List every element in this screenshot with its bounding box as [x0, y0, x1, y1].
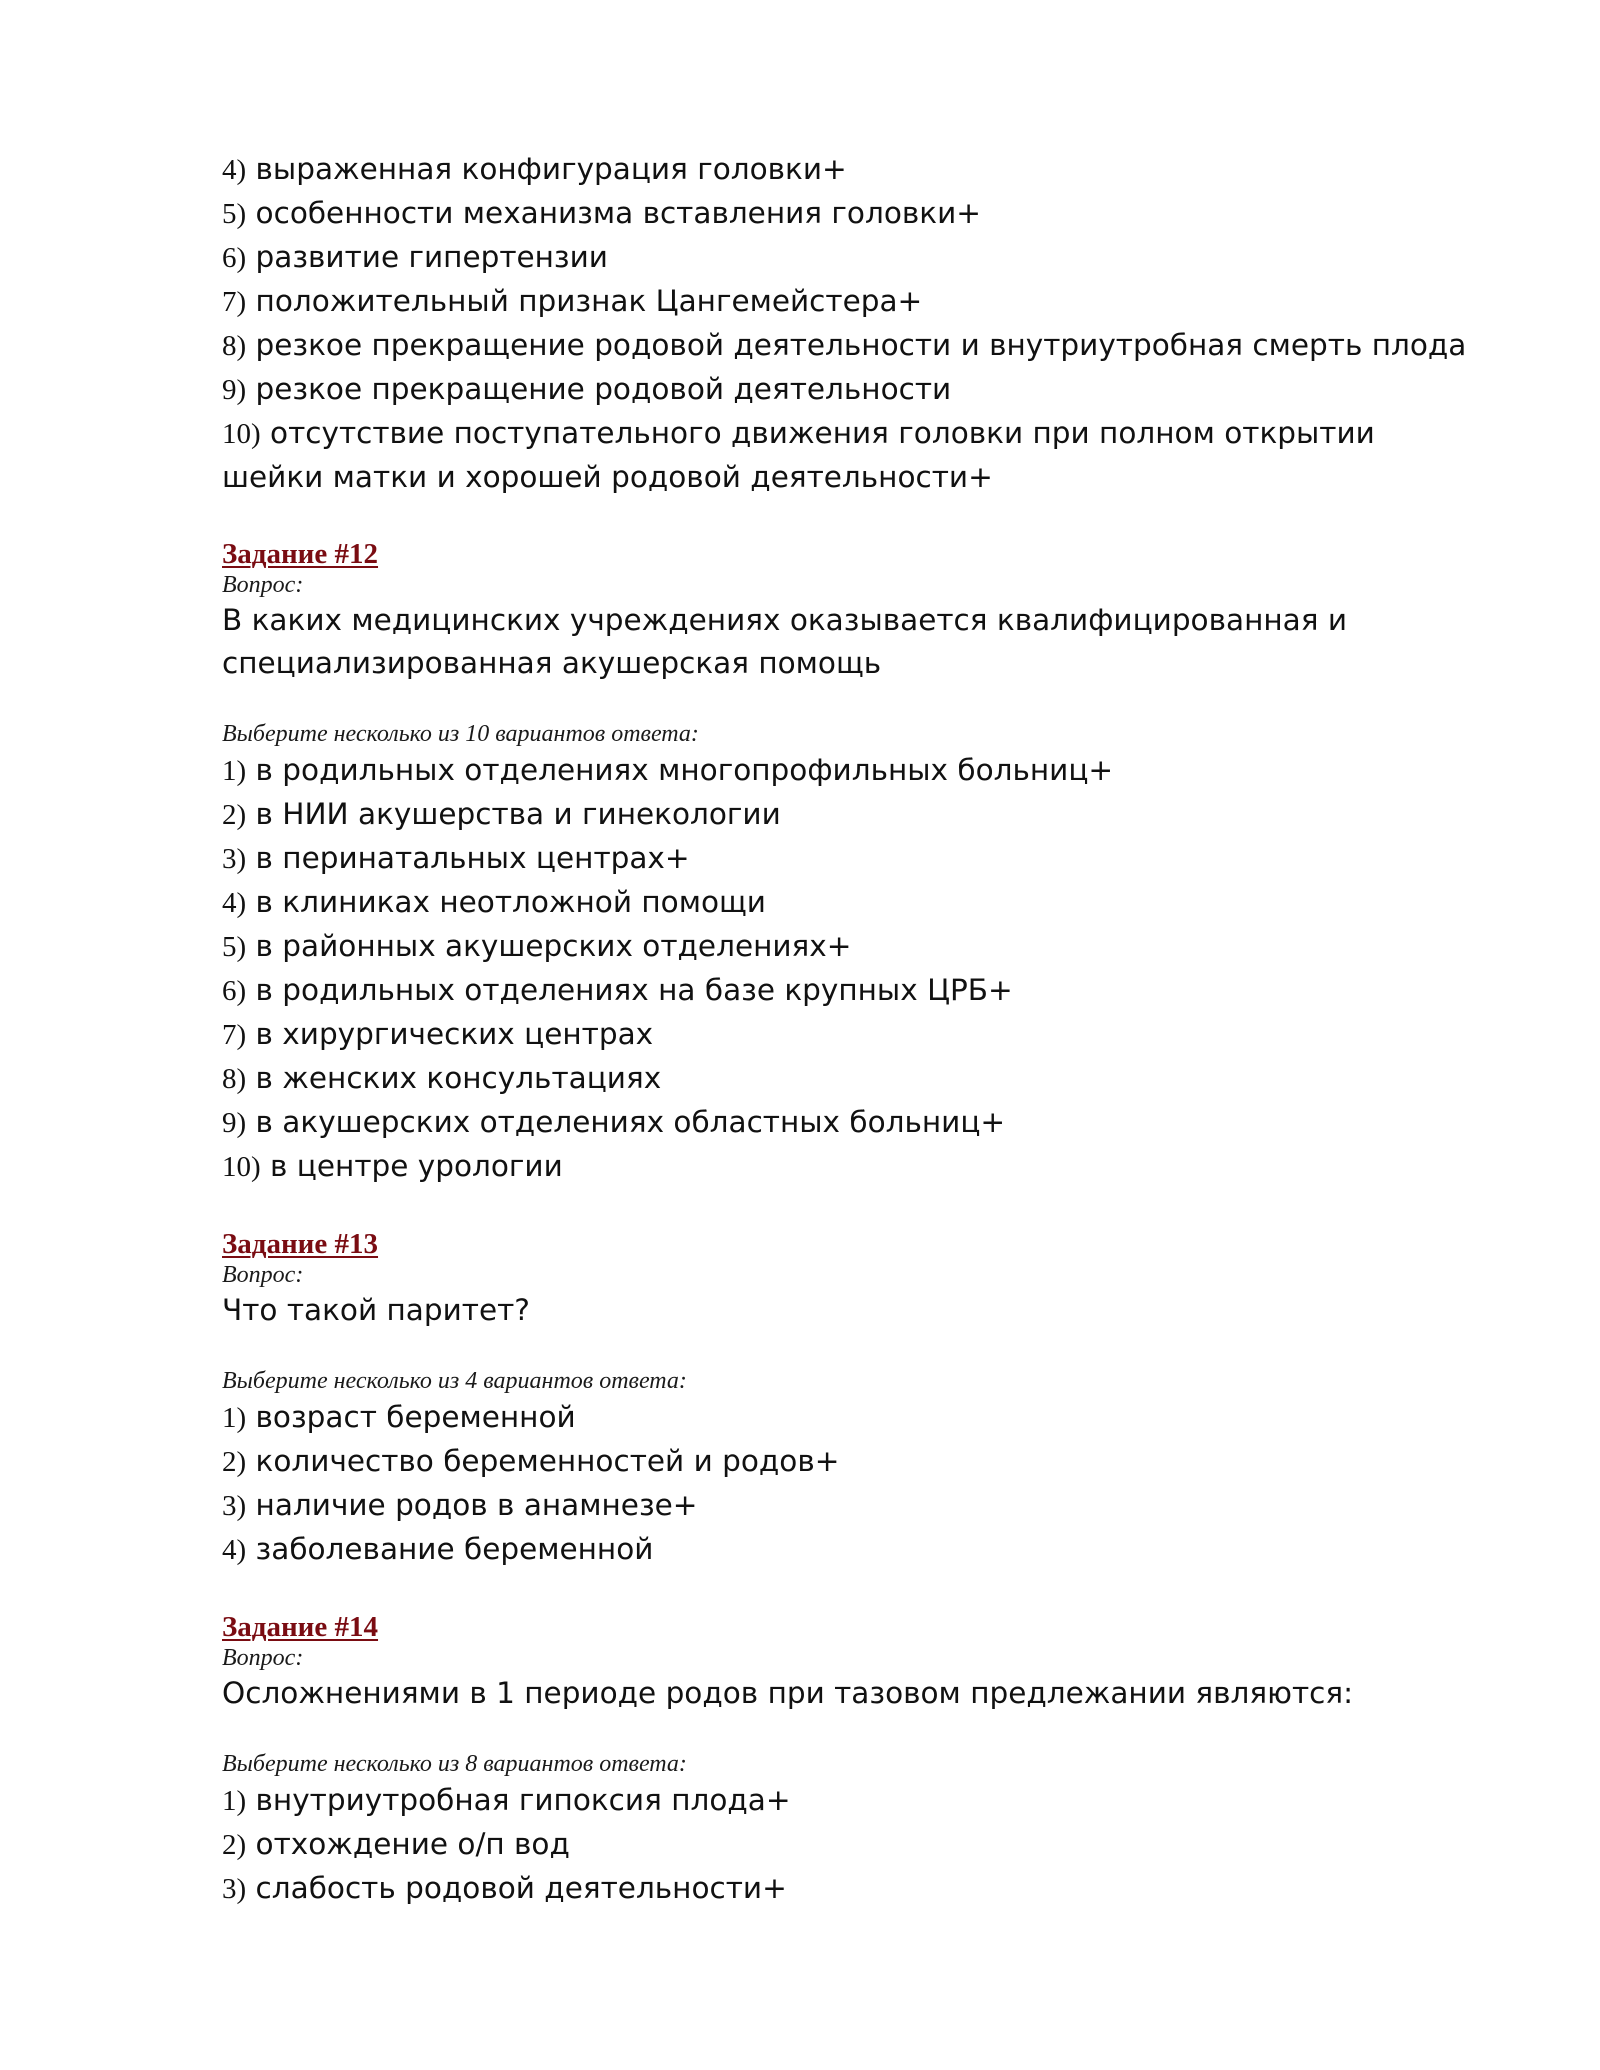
answer-option: 4) выраженная конфигурация головки+	[222, 152, 847, 186]
document-content	[222, 148, 1472, 1911]
question-text: В каких медицинских учреждениях оказывается квалифицированная и специализированная акушерская помощь	[222, 603, 1348, 680]
question-text: Что такой паритет?	[222, 1293, 530, 1327]
answer-option: 3) в перинатальных центрах+	[222, 841, 690, 875]
task-13	[222, 1227, 1472, 1572]
question-label: Вопрос:	[222, 1262, 304, 1288]
answer-option: 10) отсутствие поступательного движения головки при полном открытии шейки матки и хорошей родовой деятельности+	[222, 416, 1375, 494]
task-12	[222, 537, 1472, 1189]
answer-hint: Выберите несколько из 8 вариантов ответа:	[222, 1751, 687, 1777]
answer-hint: Выберите несколько из 4 вариантов ответа:	[222, 1368, 687, 1394]
answer-option: 6) в родильных отделениях на базе крупных ЦРБ+	[222, 973, 1013, 1007]
answer-option: 10) в центре урологии	[222, 1149, 563, 1183]
question-label: Вопрос:	[222, 1645, 304, 1671]
answer-option: 1) возраст беременной	[222, 1400, 576, 1434]
answer-option: 3) наличие родов в анамнезе+	[222, 1488, 698, 1522]
task-title: Задание #12	[222, 538, 379, 570]
answer-option: 9) резкое прекращение родовой деятельности	[222, 372, 952, 406]
answer-option: 8) резкое прекращение родовой деятельности и внутриутробная смерть плода	[222, 328, 1467, 362]
answer-option: 2) количество беременностей и родов+	[222, 1444, 840, 1478]
answer-option: 5) особенности механизма вставления головки+	[222, 196, 981, 230]
answer-option: 6) развитие гипертензии	[222, 240, 608, 274]
question-label: Вопрос:	[222, 572, 304, 598]
answer-option: 2) в НИИ акушерства и гинекологии	[222, 797, 781, 831]
answer-hint: Выберите несколько из 10 вариантов ответа:	[222, 721, 699, 747]
answer-option: 5) в районных акушерских отделениях+	[222, 929, 852, 963]
answer-option: 7) положительный признак Цангемейстера+	[222, 284, 923, 318]
task-title: Задание #13	[222, 1228, 379, 1260]
answer-option: 4) заболевание беременной	[222, 1532, 654, 1566]
task-title: Задание #14	[222, 1611, 379, 1643]
question-text: Осложнениями в 1 периоде родов при тазовом предлежании являются:	[222, 1676, 1354, 1710]
answer-option: 1) в родильных отделениях многопрофильных больниц+	[222, 753, 1114, 787]
answer-option: 8) в женских консультациях	[222, 1061, 662, 1095]
answer-option: 1) внутриутробная гипоксия плода+	[222, 1783, 791, 1817]
answer-option: 4) в клиниках неотложной помощи	[222, 885, 766, 919]
answer-option: 3) слабость родовой деятельности+	[222, 1871, 787, 1905]
task-14	[222, 1610, 1472, 1911]
answer-option: 9) в акушерских отделениях областных больниц+	[222, 1105, 1006, 1139]
answer-option: 2) отхождение о/п вод	[222, 1827, 570, 1861]
answer-option: 7) в хирургических центрах	[222, 1017, 654, 1051]
previous-task-answers	[222, 148, 1472, 499]
